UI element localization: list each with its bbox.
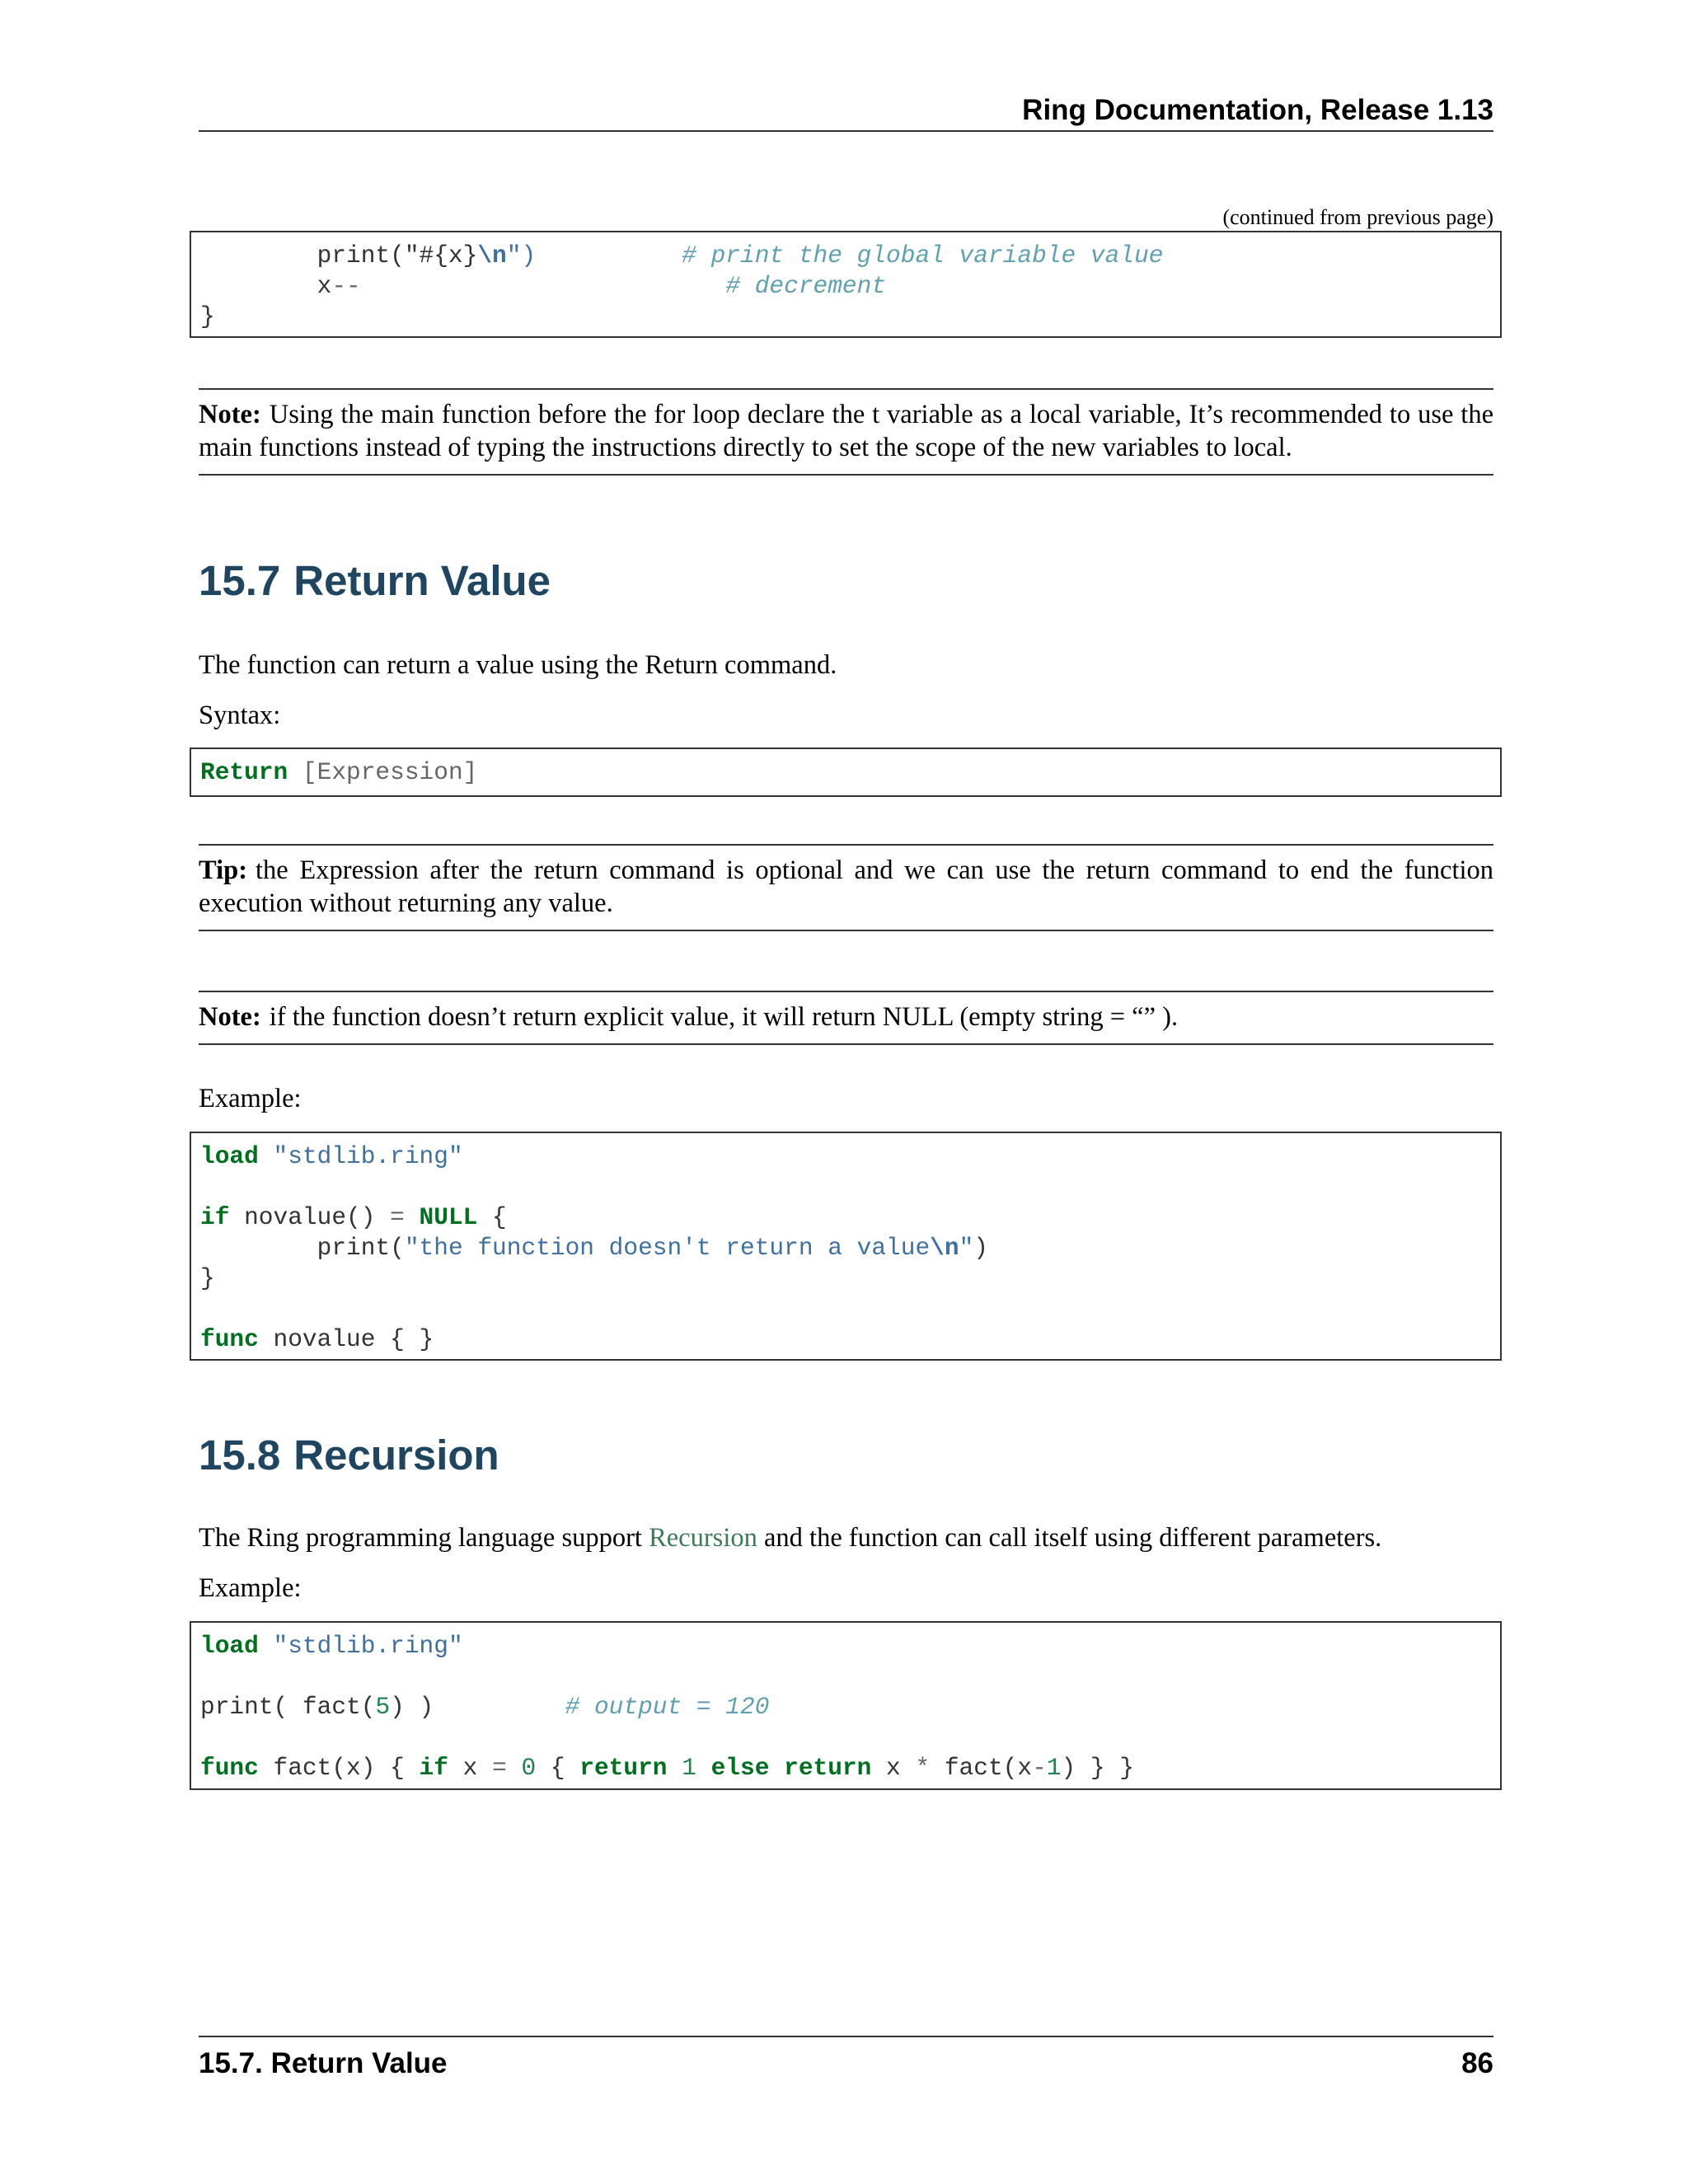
code-line: print("the function doesn't return a value\n") <box>200 1234 988 1262</box>
code-line: print( fact(5) ) # output = 120 <box>200 1693 770 1721</box>
code-line <box>200 1722 1500 1753</box>
code-line: } <box>200 302 215 330</box>
code-line: x-- # decrement <box>200 272 887 300</box>
tip-admonition <box>199 844 1493 931</box>
code-line: load "stdlib.ring" <box>200 1142 463 1170</box>
code-line: Return [Expression] <box>200 758 478 786</box>
tip-label: Tip: <box>199 855 248 885</box>
recursion-link[interactable]: Recursion <box>649 1523 757 1553</box>
footer-section-title: 15.7. Return Value <box>199 2047 448 2079</box>
note-text: if the function doesn’t return explicit value, it will return NULL (empty string = “” ). <box>269 1002 1179 1032</box>
return-intro-paragraph: The function can return a value using the Return command. <box>199 650 837 680</box>
note-admonition <box>199 388 1493 476</box>
page-header <box>199 92 1493 132</box>
code-line: print("#{x}\n") # print the global variable value <box>200 241 1164 269</box>
example-label: Example: <box>199 1084 302 1113</box>
recursion-code-block <box>190 1621 1502 1790</box>
tip-text: the Expression after the return command is optional and we can use the return command to end the function execution without returning any value. <box>199 855 1493 918</box>
code-line <box>200 1661 1500 1692</box>
code-block-continued <box>190 231 1502 338</box>
note-text: Using the main function before the for loop declare the t variable as a local variable, It’s recommended to use the main functions instead of typing the instructions directly to set the scope of the new variables to local. <box>199 400 1493 462</box>
recursion-intro-paragraph: The Ring programming language support Recursion and the function can call itself using different parameters. <box>199 1523 1382 1553</box>
section-heading-recursion: 15.8 Recursion <box>199 1432 499 1479</box>
code-line: func fact(x) { if x = 0 { return 1 else return x * fact(x-1) } } <box>200 1754 1134 1782</box>
page-footer <box>199 2036 1493 2082</box>
page-number: 86 <box>1461 2047 1493 2079</box>
code-line <box>200 1294 1500 1324</box>
example-code-block <box>190 1132 1502 1361</box>
code-line: } <box>200 1264 215 1292</box>
syntax-label: Syntax: <box>199 701 281 730</box>
syntax-code-block <box>190 748 1502 797</box>
note-label: Note: <box>199 400 261 429</box>
document-title: Ring Documentation, Release 1.13 <box>1022 94 1493 126</box>
note-label: Note: <box>199 1002 261 1032</box>
continued-label: (continued from previous page) <box>1222 205 1493 229</box>
code-line: if novalue() = NULL { <box>200 1203 507 1231</box>
note-admonition <box>199 991 1493 1045</box>
code-line: load "stdlib.ring" <box>200 1632 463 1660</box>
code-line: func novalue { } <box>200 1325 434 1353</box>
example-label: Example: <box>199 1573 302 1603</box>
code-line <box>200 1172 1500 1202</box>
section-heading-return-value: 15.7 Return Value <box>199 557 551 604</box>
